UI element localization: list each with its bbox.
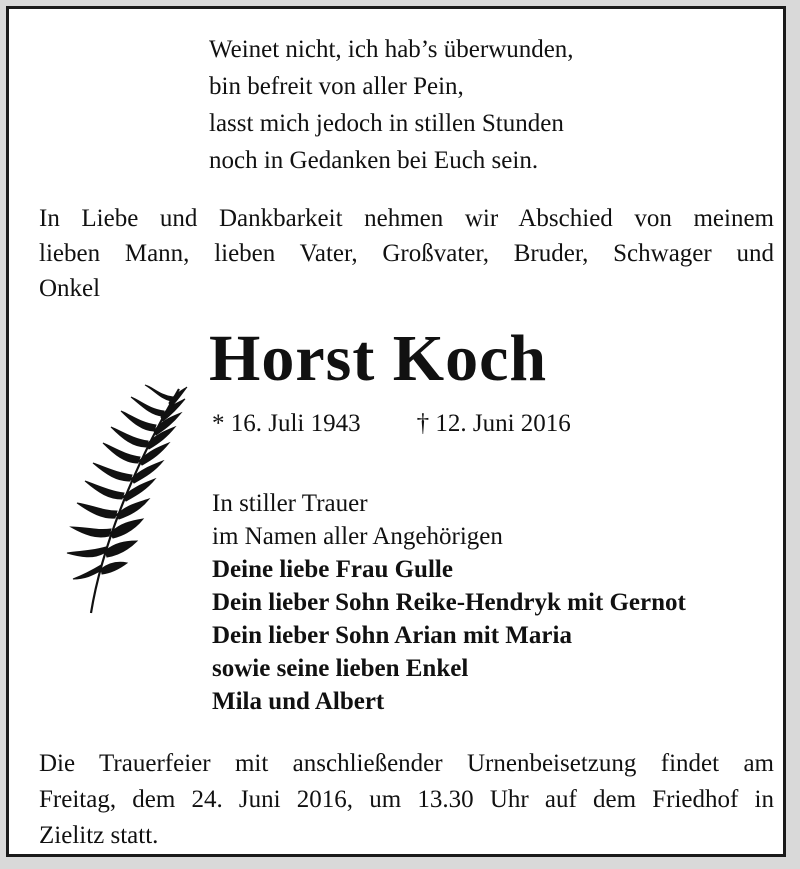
poem-line: noch in Gedanken bei Euch sein. [209,147,539,174]
deceased-name: Horst Koch [209,322,548,395]
obituary-frame [6,6,786,857]
mourner-name: Dein lieber Sohn Reike-Hendryk mit Gernot [212,589,686,616]
service-line: Die Trauerfeier mit anschließender Urnenbeisetzung findet am [39,750,774,777]
poem-line: Weinet nicht, ich hab’s überwunden, [209,36,574,63]
intro-line: lieben Mann, lieben Vater, Großvater, Bruder, Schwager und [39,240,774,267]
mourners-line: In stiller Trauer [212,490,368,517]
birth-date: * 16. Juli 1943 [212,410,361,437]
poem-line: bin befreit von aller Pein, [209,73,464,100]
service-announcement [39,746,774,854]
poem-verse [209,31,574,179]
mourner-name: Dein lieber Sohn Arian mit Maria [212,622,572,649]
death-date: † 12. Juni 2016 [416,410,571,437]
service-line: Freitag, dem 24. Juni 2016, um 13.30 Uhr auf dem Friedhof in [39,786,774,813]
intro-paragraph [39,201,774,306]
service-line: Zielitz statt. [39,822,159,849]
mourners-list [212,487,686,718]
mourners-line: im Namen aller Angehörigen [212,523,503,550]
mourner-name: Mila und Albert [212,688,385,715]
intro-line: Onkel [39,275,101,302]
mourner-name: sowie seine lieben Enkel [212,655,469,682]
poem-line: lasst mich jedoch in stillen Stunden [209,110,564,137]
life-dates [212,407,571,441]
palm-leaf-icon [61,381,191,621]
intro-line: In Liebe und Dankbarkeit nehmen wir Abschied von meinem [39,205,774,232]
mourner-name: Deine liebe Frau Gulle [212,556,453,583]
